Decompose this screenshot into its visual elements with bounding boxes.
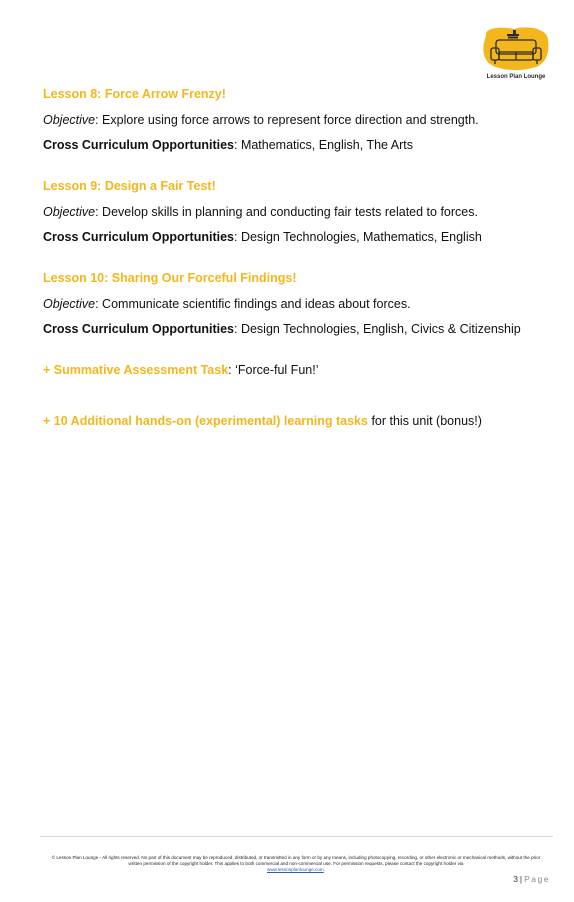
summative-text: : ‘Force-ful Fun!’ bbox=[228, 363, 319, 377]
additional-tasks bbox=[43, 413, 543, 429]
page-label: Page bbox=[524, 874, 550, 884]
lesson-title: Lesson 8: Force Arrow Frenzy! bbox=[43, 87, 226, 101]
cross-curriculum-label: Cross Curriculum Opportunities bbox=[43, 322, 234, 336]
page-number bbox=[490, 874, 550, 884]
cross-curriculum-text: : Design Technologies, English, Civics & Citizenship bbox=[234, 322, 521, 336]
objective-label: Objective bbox=[43, 113, 96, 127]
lesson-objective bbox=[43, 296, 543, 312]
logo-text: Lesson Plan Lounge bbox=[486, 74, 546, 80]
lesson-cross-curriculum bbox=[43, 229, 543, 245]
objective-label: Objective bbox=[43, 297, 96, 311]
lesson-objective bbox=[43, 204, 543, 220]
lesson-10 bbox=[43, 270, 543, 337]
logo bbox=[480, 26, 552, 84]
objective-text: : Explore using force arrows to represent force direction and strength. bbox=[95, 113, 479, 127]
armchair-icon bbox=[480, 26, 552, 74]
copyright-text: © Lesson Plan Lounge - All rights reserved. No part of this document may be reproduced, distributed, or transmitted in any form or by any means, including photocopying, recording, or other electronic or mechanical methods, without the prior written permission of the copyright holder. This applies to both commercial and non-commercial use. For permission requests, please contact the copyright holder via bbox=[51, 855, 541, 866]
lesson-title: Lesson 10: Sharing Our Forceful Findings! bbox=[43, 271, 297, 285]
cross-curriculum-label: Cross Curriculum Opportunities bbox=[43, 230, 234, 244]
cross-curriculum-label: Cross Curriculum Opportunities bbox=[43, 138, 234, 152]
footer-divider bbox=[40, 836, 553, 837]
summative-assessment bbox=[43, 362, 543, 378]
lesson-9 bbox=[43, 178, 543, 245]
lesson-8 bbox=[43, 86, 543, 153]
link-suffix: . bbox=[323, 867, 325, 872]
additional-text: for this unit (bonus!) bbox=[367, 414, 482, 428]
objective-text: : Communicate scientific findings and ideas about forces. bbox=[95, 297, 411, 311]
additional-highlight: + 10 Additional hands-on (experimental) learning tasks bbox=[43, 414, 368, 428]
objective-label: Objective bbox=[43, 205, 96, 219]
website-link[interactable]: www.lessonplanlounge.com bbox=[267, 867, 324, 872]
page-separator: | bbox=[519, 874, 523, 884]
objective-text: : Develop skills in planning and conducting fair tests related to forces. bbox=[95, 205, 478, 219]
lesson-title: Lesson 9: Design a Fair Test! bbox=[43, 179, 216, 193]
summative-highlight: + Summative Assessment Task bbox=[43, 363, 229, 377]
lesson-cross-curriculum bbox=[43, 137, 543, 153]
lesson-list bbox=[43, 86, 543, 464]
cross-curriculum-text: : Mathematics, English, The Arts bbox=[234, 138, 414, 152]
lesson-cross-curriculum bbox=[43, 321, 543, 337]
page-number-value: 3 bbox=[513, 874, 518, 884]
cross-curriculum-text: : Design Technologies, Mathematics, English bbox=[234, 230, 482, 244]
lesson-objective bbox=[43, 112, 543, 128]
footer-copyright bbox=[46, 855, 546, 873]
